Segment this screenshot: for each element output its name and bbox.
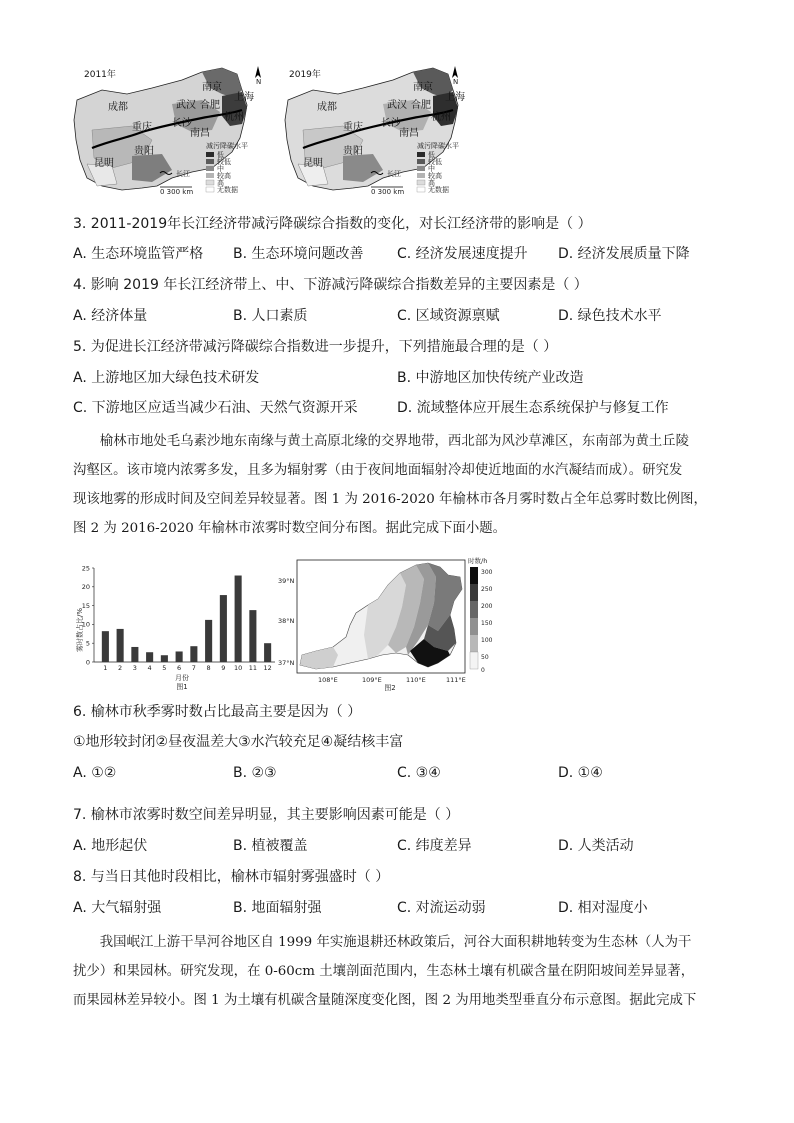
q7-option-b[interactable]: B. 植被覆盖 <box>233 838 308 854</box>
passage-line: 扰少）和果园林。研究发现，在 0-60cm 土壤剖面范围内，生态林土壤有机碳含量在阴阳坡间差异显著， <box>73 964 695 979</box>
q7-option-a[interactable]: A. 地形起伏 <box>73 838 148 854</box>
city-label: 昆明 <box>94 158 114 169</box>
fig1-x-tick-label: 11 <box>248 664 258 672</box>
svg-text:减污降碳水平: 减污降碳水平 <box>417 142 459 150</box>
city-label: 上海 <box>234 92 254 103</box>
city-label: 贵阳 <box>343 146 363 157</box>
svg-text:高: 高 <box>217 179 224 187</box>
q5-option-a[interactable]: A. 上游地区加大绿色技术研发 <box>73 370 260 386</box>
fig2-fog-map <box>278 555 498 693</box>
fig1-x-tick-label: 10 <box>233 664 243 672</box>
city-label: 武汉 <box>176 100 196 111</box>
svg-text:低: 低 <box>217 151 224 159</box>
passage-line: 我国岷江上游干旱河谷地区自 1999 年实施退耕还林政策后，河谷大面积耕地转变为生态林（人为干 <box>73 935 692 950</box>
svg-text:100: 100 <box>481 637 493 644</box>
fig1-x-tick-label: 6 <box>177 664 182 672</box>
map-year: 2019年 <box>289 70 321 80</box>
q3-option-d[interactable]: D. 经济发展质量下降 <box>558 246 690 262</box>
question-6-sub: ①地形较封闭②昼夜温差大③水汽较充足④凝结核丰富 <box>73 734 404 750</box>
svg-text:250: 250 <box>481 586 493 593</box>
fig1-x-tick-label: 9 <box>221 664 226 672</box>
fig1-y-tick-label: 15 <box>81 601 90 610</box>
svg-text:时数/h: 时数/h <box>468 557 488 565</box>
fig1-ylabel: 雾时数占比/% <box>76 607 84 653</box>
fig1-bar <box>176 651 183 662</box>
svg-text:较高: 较高 <box>217 172 231 180</box>
map-2019 <box>283 60 483 202</box>
svg-text:150: 150 <box>481 620 493 627</box>
q8-option-c[interactable]: C. 对流运动弱 <box>397 900 486 916</box>
question-8-stem: 8. 与当日其他时段相比，榆林市辐射雾强盛时（ ） <box>73 869 390 885</box>
fig1-x-tick-label: 2 <box>118 664 123 672</box>
city-label: 南京 <box>413 82 433 93</box>
city-label: 南昌 <box>399 128 419 139</box>
q6-option-c[interactable]: C. ③④ <box>397 765 441 781</box>
question-5-stem: 5. 为促进长江经济带减污降碳综合指数进一步提升，下列措施最合理的是（ ） <box>73 339 558 355</box>
passage-line: 榆林市地处毛乌素沙地东南缘与黄土高原北缘的交界地带，西北部为风沙草滩区，东南部为黄土丘陵 <box>73 434 689 449</box>
city-label: 南昌 <box>190 128 210 139</box>
svg-text:0 300 km: 0 300 km <box>160 188 194 196</box>
fig1-bar <box>220 595 227 662</box>
passage-line: 图 2 为 2016-2020 年榆林市浓雾时数空间分布图。据此完成下面小题。 <box>73 521 506 536</box>
fig1-y-tick-label: 0 <box>85 658 90 667</box>
q3-option-c[interactable]: C. 经济发展速度提升 <box>397 246 528 262</box>
q4-option-a[interactable]: A. 经济体量 <box>73 308 148 324</box>
city-label: 武汉 <box>387 100 407 111</box>
svg-text:0 300 km: 0 300 km <box>371 188 405 196</box>
fig1-bar <box>264 643 271 662</box>
fig1-bar <box>205 620 212 662</box>
fig1-x-tick-label: 4 <box>147 664 152 672</box>
passage-yulin <box>73 427 723 543</box>
fig1-y-tick-label: 10 <box>81 620 90 629</box>
q3-option-a[interactable]: A. 生态环境监管严格 <box>73 246 204 262</box>
city-label: 成都 <box>317 102 337 113</box>
map-2011 <box>72 60 272 202</box>
svg-text:减污降碳水平: 减污降碳水平 <box>206 142 248 150</box>
fig2-lon-label: 108°E <box>318 676 338 684</box>
fig1-x-tick-label: 8 <box>206 664 211 672</box>
fig2-lon-label: 111°E <box>446 676 466 684</box>
map-year: 2011年 <box>84 70 116 80</box>
fig2-caption: 图2 <box>384 684 396 692</box>
fig1-bar <box>235 576 242 662</box>
fig1-bar <box>190 646 197 662</box>
fig1-bar-chart <box>70 560 280 692</box>
city-label: 杭州 <box>431 112 451 123</box>
fig1-bar <box>249 610 256 662</box>
svg-text:较高: 较高 <box>428 172 442 180</box>
fig2-lon-label: 109°E <box>362 676 382 684</box>
passage-line: 现该地雾的形成时间及空间差异较显著。图 1 为 2016-2020 年榆林市各月雾时数占全年总雾时数比例图， <box>73 492 707 507</box>
q7-option-c[interactable]: C. 纬度差异 <box>397 838 472 854</box>
city-label: 长沙 <box>381 118 401 129</box>
q8-option-b[interactable]: B. 地面辐射强 <box>233 900 322 916</box>
q4-option-c[interactable]: C. 区域资源禀赋 <box>397 308 500 324</box>
fig1-x-tick-label: 12 <box>263 664 272 672</box>
svg-text:长江: 长江 <box>176 170 190 178</box>
fig1-x-tick-label: 5 <box>162 664 167 672</box>
north-label: N <box>453 78 459 86</box>
question-4-stem: 4. 影响 2019 年长江经济带上、中、下游减污降碳综合指数差异的主要因素是（ ） <box>73 277 588 293</box>
q6-option-a[interactable]: A. ①② <box>73 765 117 781</box>
svg-text:低: 低 <box>428 151 435 159</box>
city-label: 南京 <box>202 82 222 93</box>
question-7-stem: 7. 榆林市浓雾时数空间差异明显，其主要影响因素可能是（ ） <box>73 807 460 823</box>
passage-minjiang <box>73 928 723 1015</box>
fig2-lat-label: 39°N <box>278 577 295 585</box>
svg-text:无数据: 无数据 <box>428 186 449 194</box>
city-label: 合肥 <box>411 100 431 111</box>
svg-text:较低: 较低 <box>428 158 442 166</box>
city-label: 上海 <box>445 92 465 103</box>
fig1-bar <box>161 655 168 662</box>
fig1-caption: 图1 <box>176 683 188 691</box>
fig1-bar <box>117 629 124 662</box>
fig1-y-tick-label: 5 <box>85 639 90 648</box>
fig2-lat-label: 37°N <box>278 659 295 667</box>
svg-text:较低: 较低 <box>217 158 231 166</box>
fig1-y-tick-label: 25 <box>81 564 90 573</box>
svg-text:200: 200 <box>481 603 493 610</box>
question-3-stem: 3. 2011-2019年长江经济带减污降碳综合指数的变化，对长江经济带的影响是（ ） <box>73 216 592 232</box>
fig2-lon-label: 110°E <box>406 676 426 684</box>
svg-text:中: 中 <box>217 165 224 173</box>
q5-option-c[interactable]: C. 下游地区应适当减少石油、天然气资源开采 <box>73 400 358 416</box>
fig2-lat-label: 38°N <box>278 617 295 625</box>
passage-line: 沟壑区。该市境内浓雾多发，且多为辐射雾（由于夜间地面辐射冷却使近地面的水汽凝结而成）。研究发 <box>73 463 683 478</box>
q5-option-d[interactable]: D. 流域整体应开展生态系统保护与修复工作 <box>397 400 669 416</box>
fig1-xlabel: 月份 <box>175 674 189 682</box>
fig1-bar <box>102 631 109 662</box>
passage-line: 而果园林差异较小。图 1 为土壤有机碳含量随深度变化图，图 2 为用地类型垂直分布示意图。据此完成下 <box>73 993 697 1008</box>
fig1-x-tick-label: 3 <box>132 664 137 672</box>
svg-text:高: 高 <box>428 179 435 187</box>
q7-option-d[interactable]: D. 人类活动 <box>558 838 634 854</box>
city-label: 成都 <box>108 102 128 113</box>
svg-text:50: 50 <box>481 654 489 661</box>
q6-option-b[interactable]: B. ②③ <box>233 765 277 781</box>
city-label: 合肥 <box>200 100 220 111</box>
city-label: 杭州 <box>224 112 244 123</box>
city-label: 贵阳 <box>134 146 154 157</box>
north-label: N <box>256 78 262 86</box>
fig1-bar <box>131 647 138 662</box>
q3-option-b[interactable]: B. 生态环境问题改善 <box>233 246 364 262</box>
q4-option-b[interactable]: B. 人口素质 <box>233 308 308 324</box>
svg-text:300: 300 <box>481 569 493 576</box>
q8-option-d[interactable]: D. 相对湿度小 <box>558 900 648 916</box>
q8-option-a[interactable]: A. 大气辐射强 <box>73 900 162 916</box>
city-label: 重庆 <box>132 122 152 133</box>
svg-text:无数据: 无数据 <box>217 186 238 194</box>
fig1-x-tick-label: 1 <box>103 664 108 672</box>
question-6-stem: 6. 榆林市秋季雾时数占比最高主要是因为（ ） <box>73 704 362 720</box>
svg-text:长江: 长江 <box>387 170 401 178</box>
city-label: 昆明 <box>303 158 323 169</box>
fig1-y-tick-label: 20 <box>81 583 90 592</box>
q6-option-d[interactable]: D. ①④ <box>558 765 603 781</box>
svg-text:中: 中 <box>428 165 435 173</box>
fig1-bar <box>146 652 153 662</box>
fig1-x-tick-label: 7 <box>191 664 196 672</box>
city-label: 重庆 <box>343 122 363 133</box>
city-label: 长沙 <box>172 118 192 129</box>
fig2-colorbar <box>468 556 493 674</box>
q4-option-d[interactable]: D. 绿色技术水平 <box>558 308 662 324</box>
svg-text:0: 0 <box>481 667 485 674</box>
q5-option-b[interactable]: B. 中游地区加快传统产业改造 <box>397 370 584 386</box>
